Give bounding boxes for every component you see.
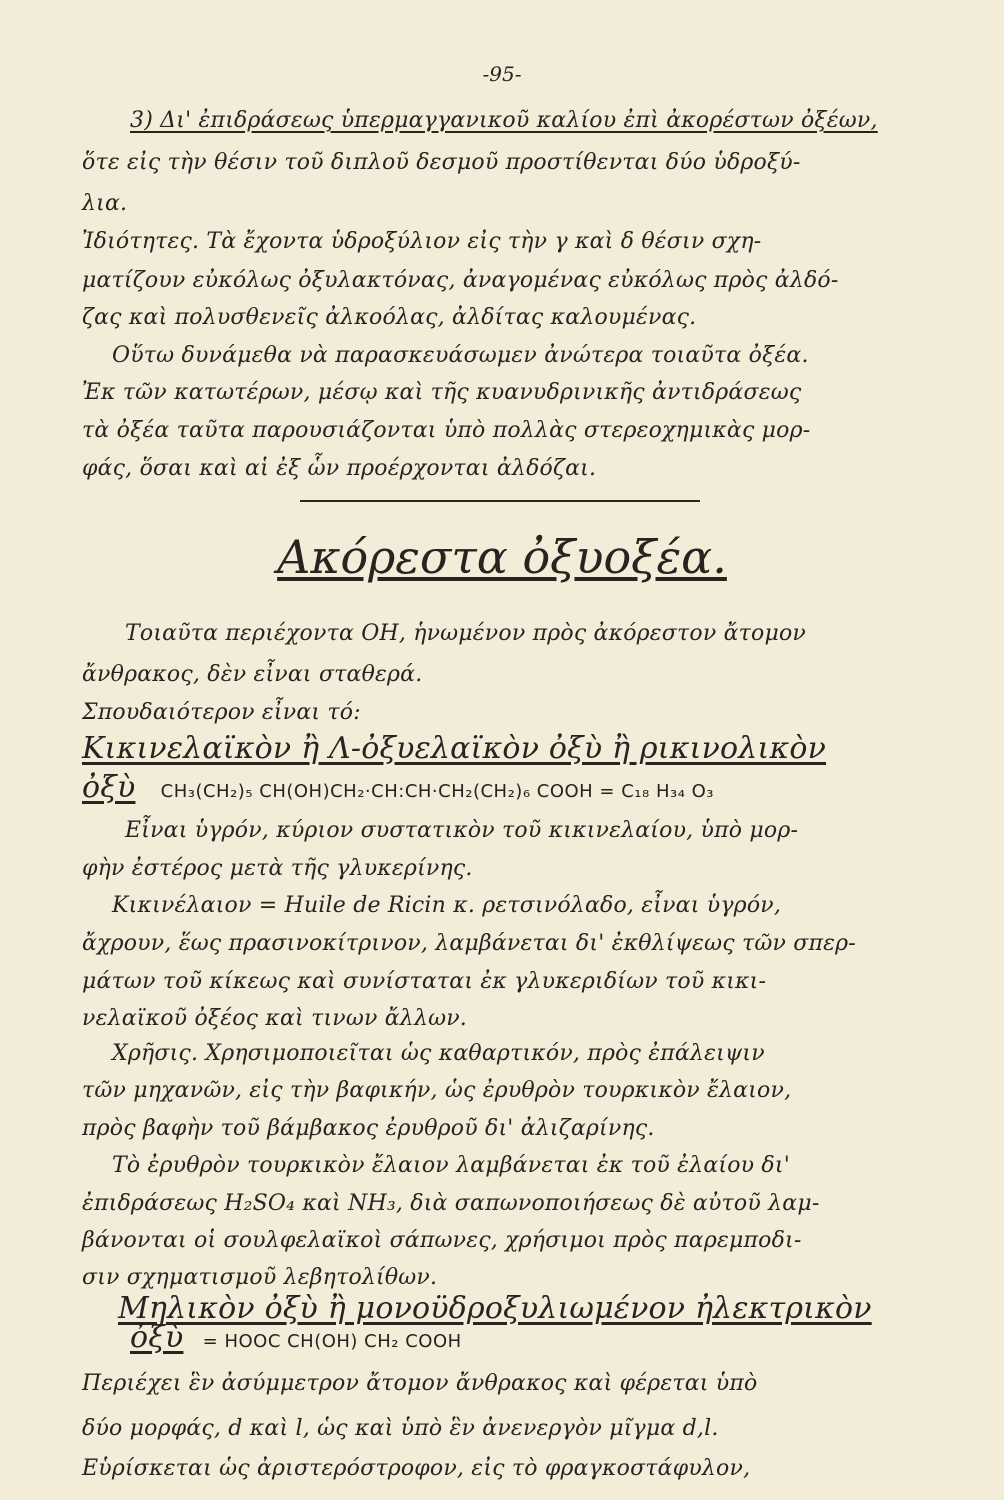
text-line: Τοιαῦτα περιέχοντα OH, ἡνωμένον πρὸς ἀκόρεστον ἄτομον xyxy=(125,621,806,646)
formula-line-1 xyxy=(82,772,1004,808)
text-line: βάνονται οἱ σουλφελαϊκοὶ σάπωνες, χρήσιμοι πρὸς παρεμποδι- xyxy=(82,1228,802,1253)
text-line: Κικινελαϊκὸν ἢ Λ-ὀξυελαϊκὸν ὀξὺ ἢ ρικινολικὸν xyxy=(82,731,827,766)
text-line: φὴν ἐστέρος μετὰ τῆς γλυκερίνης. xyxy=(82,856,473,881)
text-line: Οὕτω δυνάμεθα νὰ παρασκευάσωμεν ἀνώτερα τοιαῦτα ὀξέα. xyxy=(112,343,809,368)
text-line: ἄνθρακος, δὲν εἶναι σταθερά. xyxy=(82,662,423,687)
text-line: Σπουδαιότερον εἶναι τό: xyxy=(82,700,361,725)
formula-1: CH₃(CH₂)₅ CH(OH)CH₂·CH:CH·CH₂(CH₂)₆ COOH = C₁₈ H₃₄ O₃ xyxy=(160,781,715,802)
text-line: ἐπιδράσεως H₂SO₄ καὶ NH₃, διὰ σαπωνοποιήσεως δὲ αὐτοῦ λαμ- xyxy=(82,1191,820,1216)
section-title: Ακόρεστα ὀξυοξέα. xyxy=(277,530,727,584)
text-line: Κικινέλαιον = Huile de Ricin κ. ρετσινόλαδο, εἶναι ὑγρόν, xyxy=(112,893,782,918)
formula-line-2 xyxy=(130,1322,1004,1358)
text-line: Μηλικὸν ὀξὺ ἢ μονοϋδροξυλιωμένον ἠλεκτρικὸν xyxy=(118,1291,872,1326)
text-line: ἄχρουν, ἕως πρασινοκίτρινον, λαμβάνεται δι' ἐκθλίψεως τῶν σπερ- xyxy=(82,931,856,956)
text-line: σιν σχηματισμοῦ λεβητολίθων. xyxy=(82,1265,438,1290)
text-line: Χρῆσις. Χρησιμοποιεῖται ὡς καθαρτικόν, πρὸς ἐπάλειψιν xyxy=(112,1041,765,1066)
text-line: Περιέχει ἓν ἀσύμμετρον ἄτομον ἄνθρακος καὶ φέρεται ὑπὸ xyxy=(82,1371,758,1396)
text-line: Ἐκ τῶν κατωτέρων, μέσῳ καὶ τῆς κυανυδρινικῆς ἀντιδράσεως xyxy=(82,380,802,405)
text-line: φάς, ὅσαι καὶ αἱ ἐξ ὧν προέρχονται ἀλδόζαι. xyxy=(82,456,597,481)
text-line: Ἰδιότητες. Τὰ ἔχοντα ὑδροξύλιον εἰς τὴν γ καὶ δ θέσιν σχη- xyxy=(82,229,762,254)
formula-2-label: ὀξὺ xyxy=(130,1320,184,1355)
text-line: Τὸ ἐρυθρὸν τουρκικὸν ἔλαιον λαμβάνεται ἐκ τοῦ ἐλαίου δι' xyxy=(112,1153,790,1178)
text-line: πρὸς βαφὴν τοῦ βάμβακος ἐρυθροῦ δι' ἀλιζαρίνης. xyxy=(82,1116,655,1141)
text-line: τὰ ὀξέα ταῦτα παρουσιάζονται ὑπὸ πολλὰς στερεοχημικὰς μορ- xyxy=(82,418,811,443)
section-title-wrap xyxy=(0,530,1004,584)
text-line: δύο μορφάς, d καὶ l, ὡς καὶ ὑπὸ ἓν ἀνενεργὸν μῖγμα d,l. xyxy=(82,1416,719,1441)
text-line: λια. xyxy=(82,191,128,216)
text-line: 3) Δι' ἐπιδράσεως ὑπερμαγγανικοῦ καλίου ἐπὶ ἀκορέστων ὀξέων, xyxy=(130,108,878,133)
page-number: -95- xyxy=(482,62,522,86)
text-line: Εἶναι ὑγρόν, κύριον συστατικὸν τοῦ κικινελαίου, ὑπὸ μορ- xyxy=(125,818,799,843)
text-line: Εὑρίσκεται ὡς ἀριστερόστροφον, εἰς τὸ φραγκοστάφυλον, xyxy=(82,1456,751,1481)
formula-1-label: ὀξὺ xyxy=(82,770,136,805)
text-line: ὅτε εἰς τὴν θέσιν τοῦ διπλοῦ δεσμοῦ προστίθενται δύο ὑδροξύ- xyxy=(82,150,801,175)
formula-2: = HOOC CH(OH) CH₂ COOH xyxy=(202,1331,462,1352)
text-line: ματίζουν εὐκόλως ὀξυλακτόνας, ἀναγομένας εὐκόλως πρὸς ἀλδό- xyxy=(82,268,839,293)
text-line: νελαϊκοῦ ὀξέος καὶ τινων ἄλλων. xyxy=(82,1006,468,1031)
text-line: μάτων τοῦ κίκεως καὶ συνίσταται ἐκ γλυκεριδίων τοῦ κικι- xyxy=(82,969,767,994)
section-rule xyxy=(300,500,700,502)
text-line: τῶν μηχανῶν, εἰς τὴν βαφικήν, ὡς ἐρυθρὸν τουρκικὸν ἔλαιον, xyxy=(82,1078,792,1103)
text-line: ζας καὶ πολυσθενεῖς ἀλκοόλας, ἀλδίτας καλουμένας. xyxy=(82,305,697,330)
